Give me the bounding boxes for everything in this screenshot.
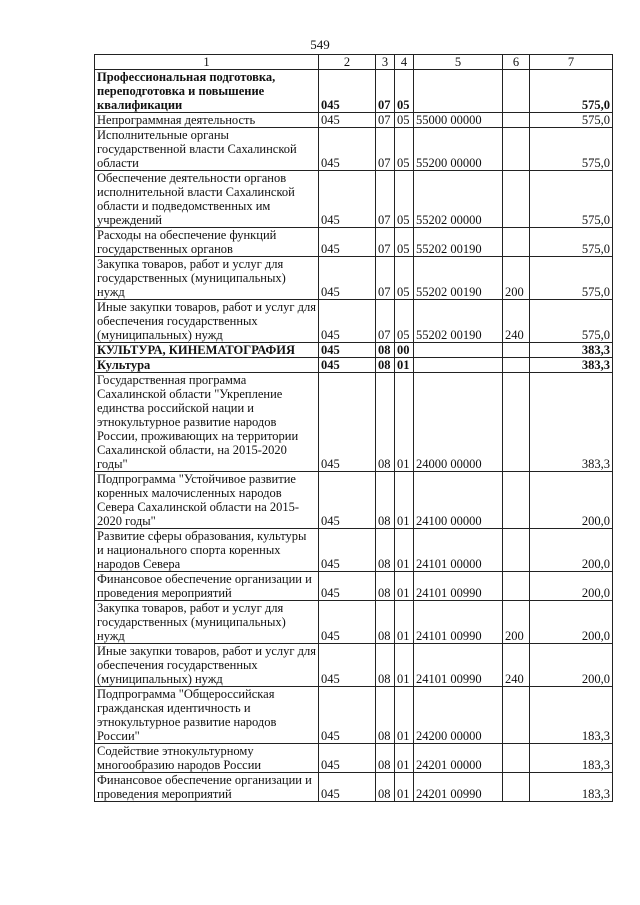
col5-cell: 24200 00000 [414,687,503,744]
col6-cell: 200 [503,257,530,300]
header-cell: 3 [376,55,395,70]
row-name-cell: Подпрограмма "Общероссийская гражданская идентичность и этнокультурное развитие народов России" [95,687,319,744]
col6-cell: 240 [503,644,530,687]
amount-cell: 575,0 [530,228,613,257]
amount-cell: 575,0 [530,128,613,171]
col3-cell: 08 [376,644,395,687]
col4-cell: 01 [395,472,414,529]
col3-cell: 08 [376,601,395,644]
col6-cell [503,343,530,358]
col4-cell: 05 [395,228,414,257]
col2-cell: 045 [319,228,376,257]
col5-cell: 24101 00990 [414,601,503,644]
col6-cell [503,358,530,373]
amount-cell: 183,3 [530,687,613,744]
col3-cell: 08 [376,773,395,802]
col3-cell: 07 [376,70,395,113]
amount-cell: 383,3 [530,358,613,373]
table-row [95,257,613,300]
col3-cell: 08 [376,373,395,472]
header-cell: 4 [395,55,414,70]
amount-cell: 200,0 [530,472,613,529]
col6-cell: 200 [503,601,530,644]
col2-cell: 045 [319,644,376,687]
col2-cell: 045 [319,70,376,113]
col5-cell: 55000 00000 [414,113,503,128]
table-row [95,773,613,802]
table-row [95,300,613,343]
row-name-cell: Иные закупки товаров, работ и услуг для обеспечения государственных (муниципальных) нужд [95,300,319,343]
col2-cell: 045 [319,373,376,472]
col2-cell: 045 [319,773,376,802]
col5-cell: 24201 00000 [414,744,503,773]
amount-cell: 575,0 [530,70,613,113]
col2-cell: 045 [319,343,376,358]
col4-cell: 05 [395,300,414,343]
col6-cell [503,529,530,572]
amount-cell: 200,0 [530,644,613,687]
col3-cell: 08 [376,343,395,358]
col3-cell: 07 [376,228,395,257]
amount-cell: 200,0 [530,529,613,572]
col6-cell [503,171,530,228]
col4-cell: 01 [395,572,414,601]
col3-cell: 08 [376,687,395,744]
col5-cell: 24201 00990 [414,773,503,802]
col5-cell: 24100 00000 [414,472,503,529]
col5-cell [414,358,503,373]
col6-cell [503,687,530,744]
row-name-cell: Подпрограмма "Устойчивое развитие коренных малочисленных народов Севера Сахалинской области на 2015-2020 годы" [95,472,319,529]
col2-cell: 045 [319,358,376,373]
amount-cell: 183,3 [530,773,613,802]
col5-cell: 24101 00990 [414,644,503,687]
col3-cell: 07 [376,171,395,228]
row-name-cell: Закупка товаров, работ и услуг для государственных (муниципальных) нужд [95,601,319,644]
col3-cell: 07 [376,257,395,300]
col2-cell: 045 [319,113,376,128]
col4-cell: 01 [395,644,414,687]
col2-cell: 045 [319,601,376,644]
budget-table [94,54,613,802]
col2-cell: 045 [319,472,376,529]
table-row [95,572,613,601]
header-cell: 7 [530,55,613,70]
col4-cell: 01 [395,358,414,373]
col3-cell: 07 [376,300,395,343]
table-row [95,358,613,373]
row-name-cell: Непрограммная деятельность [95,113,319,128]
row-name-cell: Финансовое обеспечение организации и проведения мероприятий [95,773,319,802]
col6-cell [503,472,530,529]
col6-cell [503,373,530,472]
col3-cell: 08 [376,529,395,572]
col4-cell: 05 [395,113,414,128]
row-name-cell: Финансовое обеспечение организации и проведения мероприятий [95,572,319,601]
col2-cell: 045 [319,529,376,572]
col4-cell: 01 [395,529,414,572]
row-name-cell: Содействие этнокультурному многообразию народов России [95,744,319,773]
table-row [95,373,613,472]
table-row [95,601,613,644]
col6-cell [503,228,530,257]
table-row [95,343,613,358]
col4-cell: 05 [395,70,414,113]
col5-cell: 55202 00190 [414,257,503,300]
col4-cell: 01 [395,744,414,773]
col4-cell: 00 [395,343,414,358]
row-name-cell: Исполнительные органы государственной власти Сахалинской области [95,128,319,171]
table-row [95,70,613,113]
col5-cell: 55202 00190 [414,300,503,343]
col6-cell [503,70,530,113]
col3-cell: 08 [376,472,395,529]
header-cell: 1 [95,55,319,70]
amount-cell: 575,0 [530,300,613,343]
col5-cell: 55200 00000 [414,128,503,171]
col2-cell: 045 [319,257,376,300]
row-name-cell: Государственная программа Сахалинской области "Укрепление единства российской нации и этнокультурное развитие народов России, проживающих на территории Сахалинской области, на 2015-2020 годы" [95,373,319,472]
col3-cell: 08 [376,744,395,773]
row-name-cell: КУЛЬТУРА, КИНЕМАТОГРАФИЯ [95,343,319,358]
header-cell: 5 [414,55,503,70]
table-row [95,113,613,128]
col5-cell: 55202 00000 [414,171,503,228]
col5-cell [414,70,503,113]
table-row [95,128,613,171]
col5-cell: 55202 00190 [414,228,503,257]
col2-cell: 045 [319,128,376,171]
col2-cell: 045 [319,687,376,744]
row-name-cell: Закупка товаров, работ и услуг для государственных (муниципальных) нужд [95,257,319,300]
table-row [95,472,613,529]
page-number: 549 [310,37,330,52]
col6-cell: 240 [503,300,530,343]
table-row [95,744,613,773]
amount-cell: 383,3 [530,343,613,358]
table-row [95,171,613,228]
col3-cell: 08 [376,358,395,373]
col4-cell: 05 [395,257,414,300]
amount-cell: 383,3 [530,373,613,472]
table-body [95,55,613,802]
row-name-cell: Профессиональная подготовка, переподготовка и повышение квалификации [95,70,319,113]
col6-cell [503,773,530,802]
row-name-cell: Развитие сферы образования, культуры и национального спорта коренных народов Севера [95,529,319,572]
col2-cell: 045 [319,744,376,773]
col4-cell: 01 [395,687,414,744]
col3-cell: 07 [376,128,395,171]
col6-cell [503,744,530,773]
col4-cell: 05 [395,128,414,171]
col2-cell: 045 [319,171,376,228]
row-name-cell: Обеспечение деятельности органов исполнительной власти Сахалинской области и подведомственных им учреждений [95,171,319,228]
amount-cell: 575,0 [530,113,613,128]
col6-cell [503,113,530,128]
amount-cell: 200,0 [530,601,613,644]
col6-cell [503,572,530,601]
row-name-cell: Иные закупки товаров, работ и услуг для обеспечения государственных (муниципальных) нужд [95,644,319,687]
col2-cell: 045 [319,572,376,601]
col4-cell: 01 [395,601,414,644]
amount-cell: 575,0 [530,257,613,300]
col4-cell: 01 [395,373,414,472]
header-cell: 2 [319,55,376,70]
amount-cell: 200,0 [530,572,613,601]
col3-cell: 08 [376,572,395,601]
row-name-cell: Расходы на обеспечение функций государственных органов [95,228,319,257]
amount-cell: 575,0 [530,171,613,228]
col4-cell: 01 [395,773,414,802]
col5-cell: 24101 00000 [414,529,503,572]
amount-cell: 183,3 [530,744,613,773]
col5-cell [414,343,503,358]
col6-cell [503,128,530,171]
header-cell: 6 [503,55,530,70]
table-row [95,644,613,687]
row-name-cell: Культура [95,358,319,373]
col4-cell: 05 [395,171,414,228]
col5-cell: 24000 00000 [414,373,503,472]
table-row [95,529,613,572]
header-row [95,55,613,70]
col5-cell: 24101 00990 [414,572,503,601]
col3-cell: 07 [376,113,395,128]
col2-cell: 045 [319,300,376,343]
table-row [95,687,613,744]
table-row [95,228,613,257]
